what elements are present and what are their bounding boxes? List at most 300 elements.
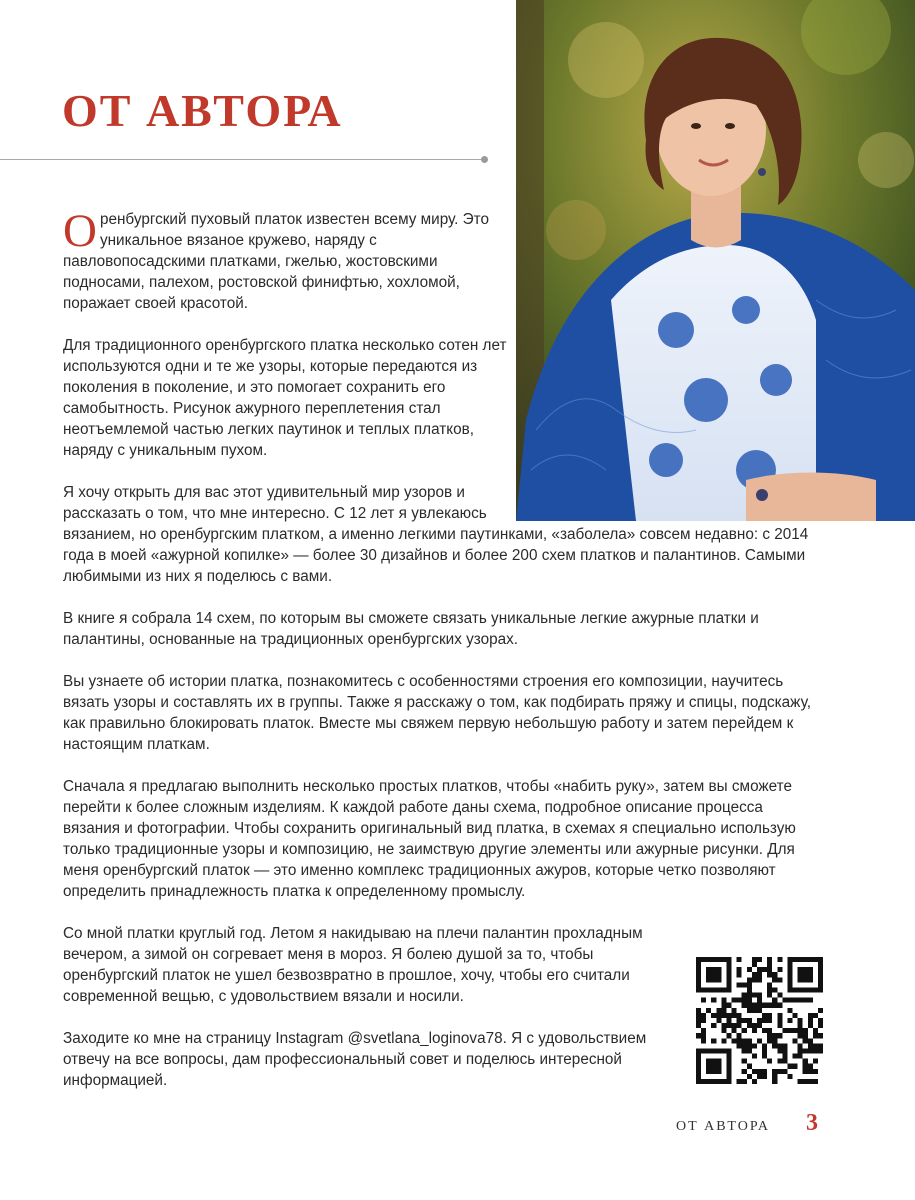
qr-module <box>772 998 777 1003</box>
qr-module <box>767 993 772 998</box>
qr-module <box>747 1064 752 1069</box>
qr-module <box>777 1048 782 1053</box>
page-title: ОТ АВТОРА <box>62 85 343 136</box>
qr-module <box>711 1064 716 1069</box>
qr-module <box>706 972 711 977</box>
qr-module <box>701 1028 706 1033</box>
qr-module <box>711 1048 716 1053</box>
qr-module <box>747 1038 752 1043</box>
qr-module <box>696 1054 701 1059</box>
qr-module <box>696 972 701 977</box>
qr-module <box>696 962 701 967</box>
qr-module <box>716 1069 721 1074</box>
qr-module <box>808 967 813 972</box>
qr-module <box>747 1048 752 1053</box>
qr-module <box>726 977 731 982</box>
qr-module <box>706 1059 711 1064</box>
qr-module <box>732 1023 737 1028</box>
qr-module <box>726 1033 731 1038</box>
qr-module <box>777 957 782 962</box>
qr-module <box>696 1059 701 1064</box>
qr-module <box>716 1048 721 1053</box>
qr-module <box>798 967 803 972</box>
qr-module <box>767 957 772 962</box>
qr-module <box>752 1003 757 1008</box>
qr-module <box>711 1013 716 1018</box>
qr-module <box>742 1059 747 1064</box>
qr-module <box>726 1003 731 1008</box>
page-footer <box>676 1110 818 1137</box>
qr-module <box>726 1079 731 1084</box>
qr-module <box>752 972 757 977</box>
qr-module <box>747 1003 752 1008</box>
qr-module <box>752 1054 757 1059</box>
qr-module <box>737 998 742 1003</box>
qr-module <box>706 1008 711 1013</box>
qr-module <box>762 1018 767 1023</box>
qr-module <box>701 1048 706 1053</box>
qr-module <box>803 1064 808 1069</box>
qr-module <box>711 998 716 1003</box>
qr-module <box>798 998 803 1003</box>
qr-module <box>742 1003 747 1008</box>
qr-module <box>808 1079 813 1084</box>
qr-module <box>711 957 716 962</box>
qr-module <box>732 1038 737 1043</box>
qr-module <box>721 987 726 992</box>
dropcap-letter: О <box>63 205 97 257</box>
qr-module <box>706 1048 711 1053</box>
qr-module <box>772 1038 777 1043</box>
qr-module <box>818 1008 823 1013</box>
qr-module <box>818 1043 823 1048</box>
qr-module <box>737 957 742 962</box>
qr-module <box>752 1043 757 1048</box>
qr-module <box>793 987 798 992</box>
qr-module <box>782 998 787 1003</box>
qr-module <box>721 1003 726 1008</box>
qr-module <box>716 1008 721 1013</box>
qr-module <box>752 957 757 962</box>
qr-module <box>813 1069 818 1074</box>
qr-module <box>762 967 767 972</box>
qr-module <box>742 1079 747 1084</box>
qr-module <box>813 1048 818 1053</box>
qr-module <box>808 1064 813 1069</box>
qr-module <box>787 977 792 982</box>
qr-module <box>772 987 777 992</box>
qr-module <box>803 987 808 992</box>
qr-module <box>726 967 731 972</box>
footer-section-label: ОТ АВТОРА <box>676 1119 771 1134</box>
qr-module <box>782 1069 787 1074</box>
qr-module <box>726 1059 731 1064</box>
qr-module <box>747 977 752 982</box>
qr-module <box>793 1054 798 1059</box>
qr-module <box>726 1018 731 1023</box>
qr-module <box>752 1028 757 1033</box>
qr-module <box>787 982 792 987</box>
qr-module <box>787 1018 792 1023</box>
qr-module <box>772 1043 777 1048</box>
photo-wrap-space <box>523 209 823 522</box>
qr-module <box>787 1028 792 1033</box>
qr-module <box>798 1033 803 1038</box>
qr-module <box>747 1023 752 1028</box>
qr-module <box>752 962 757 967</box>
qr-module <box>808 987 813 992</box>
qr-module <box>782 1048 787 1053</box>
qr-module <box>706 957 711 962</box>
qr-module <box>813 1059 818 1064</box>
qr-module <box>803 957 808 962</box>
qr-module <box>798 1028 803 1033</box>
qr-module <box>716 967 721 972</box>
qr-module <box>721 1008 726 1013</box>
qr-module <box>701 987 706 992</box>
qr-module <box>787 967 792 972</box>
qr-module <box>706 977 711 982</box>
qr-module <box>711 987 716 992</box>
qr-module <box>803 1069 808 1074</box>
qr-module <box>696 1074 701 1079</box>
qr-module <box>757 1018 762 1023</box>
qr-module <box>767 1013 772 1018</box>
qr-module <box>798 987 803 992</box>
qr-module <box>716 1059 721 1064</box>
qr-module <box>696 957 701 962</box>
qr-module <box>696 1048 701 1053</box>
qr-module <box>696 1069 701 1074</box>
qr-module <box>787 972 792 977</box>
qr-module <box>726 972 731 977</box>
qr-module <box>813 1013 818 1018</box>
qr-module <box>716 987 721 992</box>
qr-module <box>818 957 823 962</box>
paragraph-2: Для традиционного оренбургского платка несколько сотен лет используются одни и те же узоры, которые передаются из поколения в поколение, и это помогает сохранить его самобытность. Рисунок ажурного переплетения стал неотъемлемой частью легких паутинок и теплых платков, наряду с уникальным пухом. <box>63 337 507 459</box>
qr-module <box>737 1038 742 1043</box>
qr-module <box>711 967 716 972</box>
qr-module <box>808 972 813 977</box>
qr-module <box>742 1018 747 1023</box>
qr-module <box>742 1069 747 1074</box>
qr-module <box>757 1003 762 1008</box>
qr-module <box>772 977 777 982</box>
qr-module <box>752 1079 757 1084</box>
qr-module <box>808 977 813 982</box>
qr-module <box>787 962 792 967</box>
qr-module <box>818 977 823 982</box>
qr-module <box>818 967 823 972</box>
qr-module <box>747 987 752 992</box>
qr-module <box>726 962 731 967</box>
qr-module <box>772 972 777 977</box>
qr-module <box>762 1003 767 1008</box>
qr-module <box>813 1079 818 1084</box>
qr-module <box>767 1003 772 1008</box>
qr-module <box>711 1069 716 1074</box>
qr-module <box>777 967 782 972</box>
qr-module <box>726 1069 731 1074</box>
qr-module <box>726 1048 731 1053</box>
qr-module <box>701 957 706 962</box>
qr-module <box>808 1038 813 1043</box>
qr-module <box>757 998 762 1003</box>
qr-module <box>757 1069 762 1074</box>
qr-module <box>711 1038 716 1043</box>
qr-module <box>726 957 731 962</box>
qr-module <box>787 957 792 962</box>
qr-module <box>752 1069 757 1074</box>
qr-module <box>762 1069 767 1074</box>
qr-module <box>798 977 803 982</box>
qr-module <box>782 1043 787 1048</box>
qr-module <box>818 962 823 967</box>
qr-module <box>782 1059 787 1064</box>
qr-module <box>711 977 716 982</box>
qr-module <box>757 1074 762 1079</box>
qr-module <box>742 998 747 1003</box>
qr-module <box>803 1038 808 1043</box>
qr-module <box>726 982 731 987</box>
paragraph-6: Сначала я предлагаю выполнить несколько простых платков, чтобы «набить руку», затем вы сможете перейти к более сложным изделиям. К каждой работе даны схема, подробное описание процесса вязания и фотографии. Чтобы сохранить оригинальный вид платка, в схемах я специально использую только традиционные узоры и композицию, не заимствую другие элементы или ажурные рисунки. Для меня оренбургский платок — это именно комплекс традиционных ажуров, которые четко позволяют определить принадлежность платка к определенному промыслу. <box>63 778 796 900</box>
qr-module <box>777 1043 782 1048</box>
qr-module <box>757 972 762 977</box>
qr-module <box>803 1079 808 1084</box>
qr-module <box>808 1018 813 1023</box>
qr-module <box>772 1003 777 1008</box>
paragraph-8: Заходите ко мне на страницу Instagram @svetlana_loginova78. Я с удовольствием отвечу на все вопросы, дам профессиональный совет и поделюсь интересной информацией. <box>63 1030 647 1089</box>
qr-module <box>813 1028 818 1033</box>
qr-module <box>767 987 772 992</box>
qr-module <box>747 1008 752 1013</box>
qr-module <box>711 1059 716 1064</box>
qr-module <box>701 1033 706 1038</box>
qr-module <box>732 1013 737 1018</box>
qr-module <box>767 1028 772 1033</box>
qr-module <box>808 1043 813 1048</box>
qr-module <box>808 957 813 962</box>
qr-module <box>782 1028 787 1033</box>
divider-end-dot <box>481 156 488 163</box>
qr-module <box>818 987 823 992</box>
qr-module <box>767 967 772 972</box>
qr-module <box>701 998 706 1003</box>
qr-module <box>721 1048 726 1053</box>
qr-module <box>767 962 772 967</box>
qr-module <box>803 977 808 982</box>
qr-module <box>762 1074 767 1079</box>
qr-module <box>798 972 803 977</box>
qr-module <box>706 1064 711 1069</box>
qr-module <box>777 1023 782 1028</box>
qr-module <box>813 1043 818 1048</box>
qr-module <box>752 1008 757 1013</box>
qr-module <box>737 1033 742 1038</box>
qr-module <box>747 1043 752 1048</box>
qr-module <box>696 1008 701 1013</box>
qr-module <box>803 1059 808 1064</box>
paragraph-4: В книге я собрала 14 схем, по которым вы сможете связать уникальные легкие ажурные платки и палантины, основанные на традиционных оренбургских узорах. <box>63 610 759 648</box>
qr-module <box>757 967 762 972</box>
qr-module <box>798 1043 803 1048</box>
qr-module <box>711 1079 716 1084</box>
qr-module <box>721 1013 726 1018</box>
qr-module <box>742 1048 747 1053</box>
qr-module <box>767 982 772 987</box>
qr-module <box>767 972 772 977</box>
qr-module <box>767 1018 772 1023</box>
qr-module <box>777 993 782 998</box>
qr-module <box>737 967 742 972</box>
qr-module <box>782 1054 787 1059</box>
paragraph-text: ренбургский пуховый платок известен всему миру. Это уникальное вязаное кружево, наряду с павловопосадскими платками, гжелью, жостовскими подносами, палехом, ростовской финифтью, хохломой, поражает своей красотой. <box>63 211 489 312</box>
qr-module <box>818 972 823 977</box>
qr-module <box>762 1028 767 1033</box>
paragraph-3: Я хочу открыть для вас этот удивительный мир узоров и рассказать о том, что мне интересно. С 12 лет я увлекаюсь вязанием, но оренбургским платком, а именно легкими паутинками, «заболела» совсем недавно: с 2014 года в моей «ажурной копилке» — более 30 дизайнов и более 200 схем платков и палантинов. Самыми любимыми из них я поделюсь с вами. <box>63 484 809 585</box>
qr-module <box>803 1028 808 1033</box>
qr-module <box>787 998 792 1003</box>
qr-module <box>711 1023 716 1028</box>
page-number: 3 <box>806 1110 819 1136</box>
qr-module <box>757 1023 762 1028</box>
qr-module <box>696 982 701 987</box>
qr-module <box>716 1013 721 1018</box>
qr-module <box>732 1008 737 1013</box>
qr-module <box>793 1013 798 1018</box>
qr-module <box>721 957 726 962</box>
qr-module <box>701 1013 706 1018</box>
qr-module <box>726 1064 731 1069</box>
qr-module <box>721 1023 726 1028</box>
qr-module <box>767 1059 772 1064</box>
qr-module <box>721 1038 726 1043</box>
qr-module <box>726 1054 731 1059</box>
qr-module <box>737 1023 742 1028</box>
qr-module <box>696 1013 701 1018</box>
qr-module <box>747 982 752 987</box>
qr-module <box>696 967 701 972</box>
qr-module <box>818 982 823 987</box>
qr-module <box>737 982 742 987</box>
qr-module <box>808 998 813 1003</box>
qr-module <box>747 967 752 972</box>
title-divider <box>0 159 486 160</box>
qr-module <box>777 1013 782 1018</box>
qr-module <box>787 1074 792 1079</box>
qr-module <box>706 1069 711 1074</box>
qr-module <box>696 987 701 992</box>
qr-module <box>793 1064 798 1069</box>
qr-module <box>777 1003 782 1008</box>
qr-module <box>726 1013 731 1018</box>
qr-module <box>803 998 808 1003</box>
qr-module <box>747 1074 752 1079</box>
qr-module <box>793 1028 798 1033</box>
qr-module <box>772 1033 777 1038</box>
qr-module <box>711 972 716 977</box>
qr-module <box>777 1033 782 1038</box>
qr-module <box>757 1008 762 1013</box>
qr-module <box>721 1079 726 1084</box>
qr-module <box>726 1074 731 1079</box>
qr-module <box>803 972 808 977</box>
qr-module <box>696 1064 701 1069</box>
qr-module <box>732 998 737 1003</box>
paragraph-7: Со мной платки круглый год. Летом я накидываю на плечи палантин прохладным вечером, а зимой он согревает меня в мороз. Я болею душой за то, чтобы оренбургский платок не ушел безвозвратно в прошлое, хочу, чтобы его считали современной вещью, с удовольствием вязали и носили. <box>63 925 643 1005</box>
qr-module <box>737 1018 742 1023</box>
qr-module <box>803 1033 808 1038</box>
qr-module <box>813 957 818 962</box>
qr-module <box>793 998 798 1003</box>
qr-module <box>747 993 752 998</box>
qr-module <box>798 957 803 962</box>
qr-module <box>787 1064 792 1069</box>
qr-module <box>772 1069 777 1074</box>
qr-module <box>818 1033 823 1038</box>
qr-module <box>772 1079 777 1084</box>
qr-module <box>777 1069 782 1074</box>
qr-module <box>726 987 731 992</box>
qr-module <box>726 1023 731 1028</box>
qr-module <box>696 977 701 982</box>
qr-module <box>737 1013 742 1018</box>
qr-module <box>808 1069 813 1074</box>
qr-module <box>737 1079 742 1084</box>
qr-module <box>798 1023 803 1028</box>
qr-module <box>742 1038 747 1043</box>
qr-module <box>808 1013 813 1018</box>
qr-module <box>742 1028 747 1033</box>
qr-module <box>798 1054 803 1059</box>
qr-module <box>747 998 752 1003</box>
qr-code[interactable] <box>696 957 823 1084</box>
qr-module <box>742 1043 747 1048</box>
qr-module <box>706 1079 711 1084</box>
qr-module <box>808 1023 813 1028</box>
qr-module <box>762 1043 767 1048</box>
qr-module <box>701 1079 706 1084</box>
qr-module <box>757 993 762 998</box>
qr-module <box>762 1048 767 1053</box>
qr-module <box>696 1033 701 1038</box>
qr-module <box>752 977 757 982</box>
qr-module <box>716 957 721 962</box>
qr-module <box>818 1018 823 1023</box>
paragraph-5: Вы узнаете об истории платка, познакомитесь с особенностями строения его композиции, научитесь вязать узоры и составлять их в группы. Также я расскажу о том, как подбирать пряжу и спицы, подскажу, как правильно блокировать платок. Вместе мы свяжем первую небольшую работу и затем перейдем к настоящим платкам. <box>63 673 811 753</box>
qr-module <box>777 977 782 982</box>
qr-module <box>706 967 711 972</box>
qr-module <box>696 1079 701 1084</box>
qr-module <box>813 1033 818 1038</box>
qr-module <box>793 957 798 962</box>
qr-module <box>762 1054 767 1059</box>
qr-module <box>803 967 808 972</box>
qr-module <box>818 1048 823 1053</box>
qr-module <box>757 1038 762 1043</box>
qr-module <box>787 1008 792 1013</box>
qr-module <box>777 1018 782 1023</box>
qr-module <box>798 1079 803 1084</box>
qr-module <box>818 1023 823 1028</box>
qr-module <box>813 987 818 992</box>
qr-module <box>737 972 742 977</box>
qr-module <box>767 1033 772 1038</box>
qr-module <box>803 1048 808 1053</box>
qr-module <box>777 1059 782 1064</box>
qr-module <box>798 1048 803 1053</box>
qr-module <box>752 1023 757 1028</box>
